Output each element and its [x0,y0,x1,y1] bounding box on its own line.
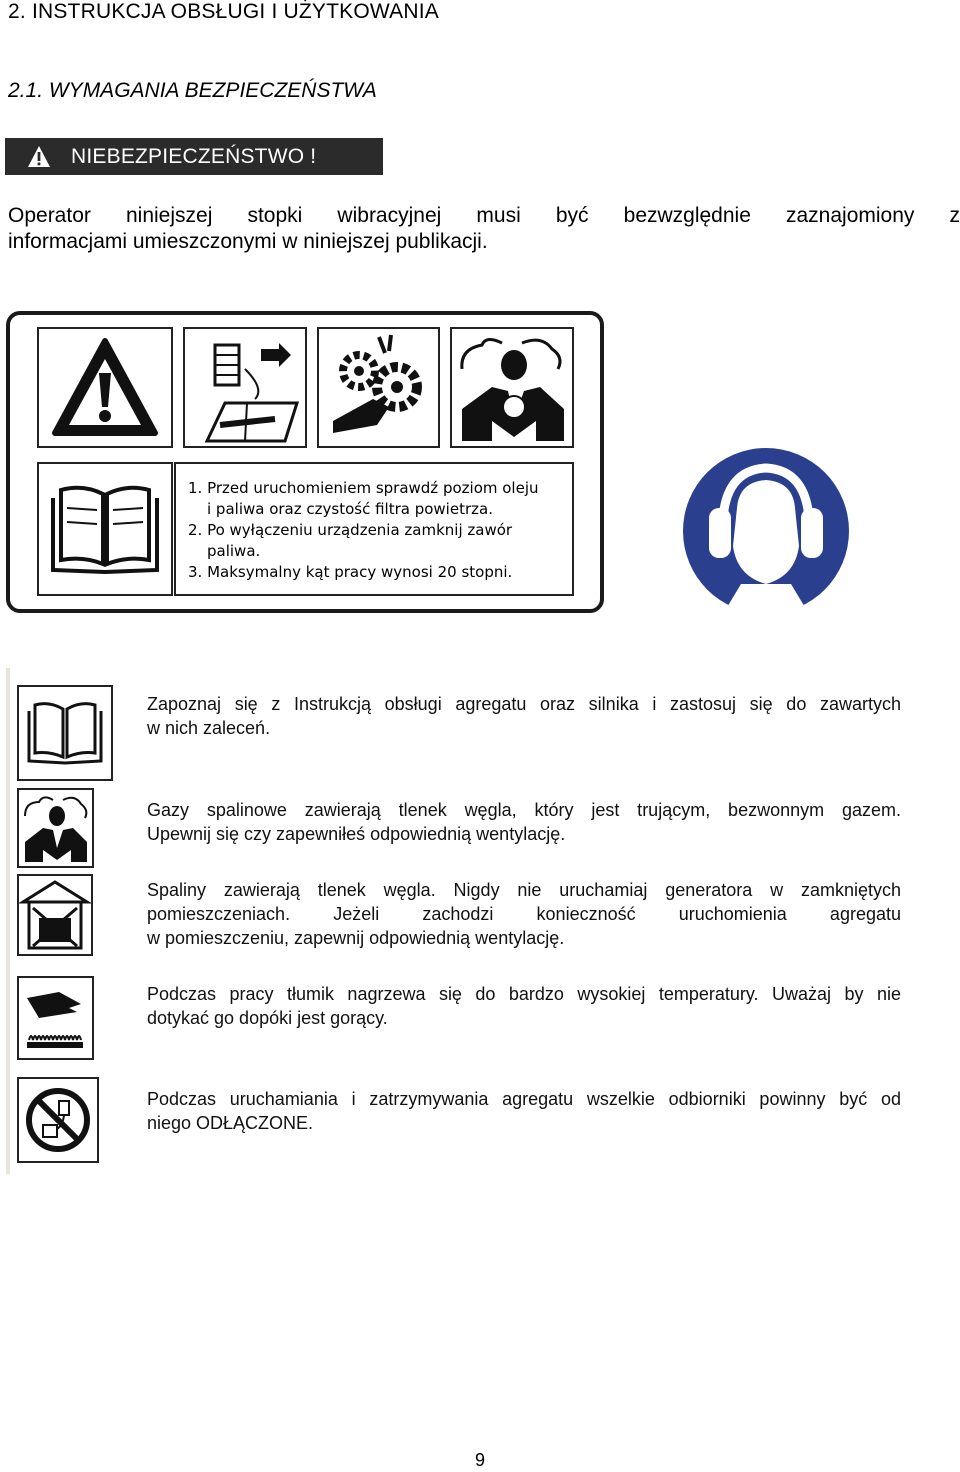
row-icon-indoor [17,874,93,956]
row-icon-hot [17,976,94,1060]
instruction-3-line-1: 3. Maksymalny kąt pracy wynosi 20 stopni. [188,563,513,581]
safety-row-1-line-2: w nich zaleceń. [147,718,271,738]
safety-row-3-line-3: w pomieszczeniu, zapewnij odpowiednią wentylację. [147,928,565,948]
safety-row-3-line-2: pomieszczeniach. Jeżeli zachodzi konieczność uruchomienia agregatu [147,904,901,924]
section-left-rule [6,668,10,1174]
hearing-protection-badge [683,448,849,614]
safety-row-3 [147,878,901,950]
gears-hand-icon [319,329,438,446]
hearing-protection-icon [683,448,849,614]
manual-tools-icon [185,329,305,446]
safety-row-1 [147,692,901,740]
row-icon-book [17,685,113,781]
warning-triangle-icon [39,329,171,446]
row-icon-fumes [17,788,94,868]
safety-row-4 [147,982,901,1030]
safety-row-2 [147,798,901,846]
subsection-title: 2.1. WYMAGANIA BEZPIECZEŃSTWA [8,79,377,102]
warning-triangle-icon [27,145,51,169]
safety-row-4-line-2: dotykać go dopóki jest gorący. [147,1008,388,1028]
instruction-1-line-2: i paliwa oraz czystość filtra powietrza. [207,500,493,518]
no-indoor-operation-icon [19,876,91,954]
sticker-gears-panel [317,327,440,448]
safety-row-1-line-1: Zapoznaj się z Instrukcją obsługi agregatu oraz silnika i zastosuj się do zawartych [147,694,901,714]
safety-row-5-line-1: Podczas uruchamiania i zatrzymywania agregatu wszelkie odbiorniki powinny być od [147,1089,901,1109]
safety-row-2-line-2: Upewnij się czy zapewniłeś odpowiednią wentylację. [147,824,566,844]
row-icon-disconnect [17,1077,99,1163]
exhaust-fumes-icon [19,790,92,866]
instruction-2-line-2: paliwa. [207,542,261,560]
safety-row-5-line-2: niego ODŁĄCZONE. [147,1113,314,1133]
instruction-2-line-1: 2. Po wyłączeniu urządzenia zamknij zawór [188,521,513,539]
sticker-book-panel [37,462,173,596]
page-number: 9 [474,1450,485,1470]
sticker-instructions [174,462,574,596]
safety-row-2-line-1: Gazy spalinowe zawierają tlenek węgla, który jest trującym, bezwonnym gazem. [147,800,901,820]
safety-row-3-line-1: Spaliny zawierają tlenek węgla. Nigdy nie uruchamiaj generatora w zamkniętych [147,880,901,900]
exhaust-fumes-icon [452,329,572,446]
intro-paragraph [8,203,960,255]
open-book-icon [19,687,111,779]
open-book-icon [39,464,171,594]
section-title: 2. INSTRUKCJA OBSŁUGI I UŻYTKOWANIA [8,0,439,23]
instruction-1-line-1: 1. Przed uruchomieniem sprawdź poziom oleju [188,479,539,497]
sticker-manual-panel [183,327,307,448]
disconnect-loads-icon [19,1079,97,1161]
safety-row-5 [147,1087,901,1135]
sticker-warning-panel [37,327,173,448]
danger-label: NIEBEZPIECZEŃSTWO ! [71,144,317,168]
danger-banner [5,138,383,175]
hot-surface-icon [19,978,92,1058]
sticker-fumes-panel [450,327,574,448]
safety-row-4-line-1: Podczas pracy tłumik nagrzewa się do bardzo wysokiej temperatury. Uważaj by nie [147,984,901,1004]
intro-line-1: Operator niniejszej stopki wibracyjnej musi być bezwzględnie zaznajomiony z [8,204,960,227]
intro-line-2: informacjami umieszczonymi w niniejszej publikacji. [8,230,488,253]
